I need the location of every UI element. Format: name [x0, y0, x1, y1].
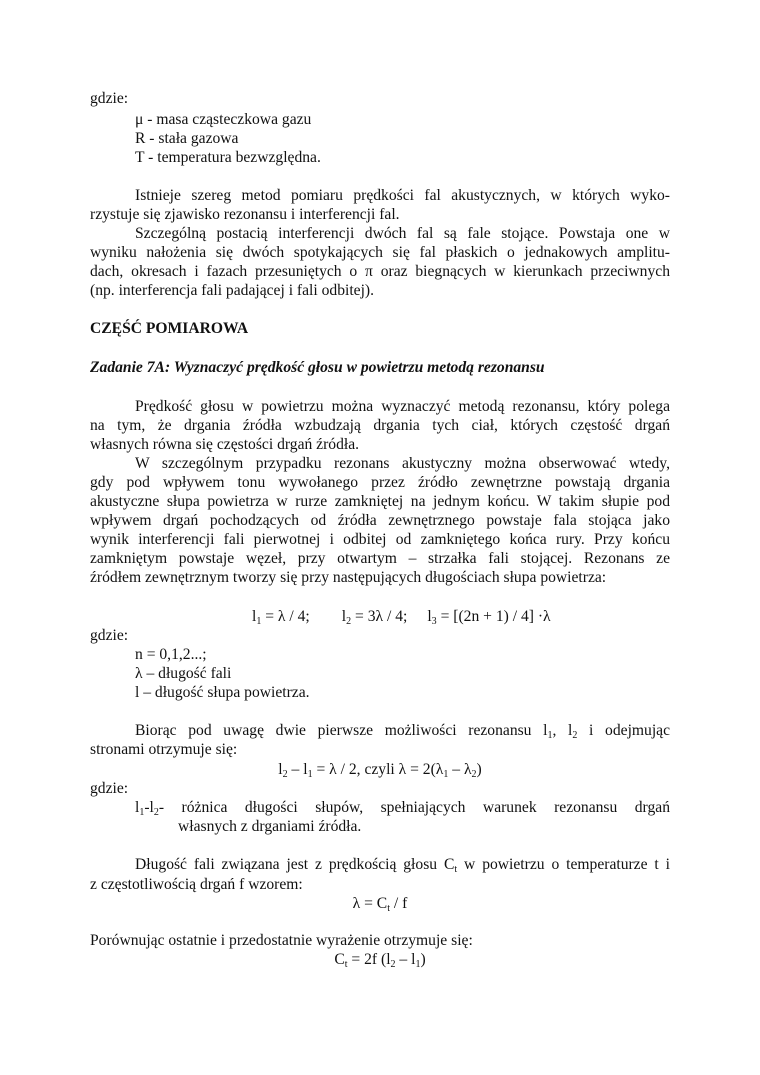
paragraph-line: dach, okresach i fazach przesuniętych o π oraz biegnących w kierunkach przeciwnych	[90, 263, 670, 280]
text-line: T - temperatura bezwzględna.	[135, 149, 321, 166]
formula-wavelength-difference: $l_2 - l_1 = \lambda / 2$, czyli $\lambda = 2(\lambda_1 - \lambda_2)$	[278, 761, 482, 780]
paragraph-line: na tym, że drgania źródła wzbudzają drgania tych ciał, których częstość drgań	[90, 417, 670, 434]
paragraph-line: Porównując ostatnie i przedostatnie wyrażenie otrzymuje się:	[90, 932, 473, 949]
definition-line: własnych z drganiami źródła.	[178, 818, 362, 835]
text-line: gdzie:	[90, 780, 129, 797]
text-line: R - stała gazowa	[135, 130, 239, 147]
paragraph-line: wpływem drgań pochodzących od źródła zewnętrznego powstaje fala stojąca jako	[90, 512, 670, 529]
text-line: l – długość słupa powietrza.	[135, 684, 310, 701]
paragraph-line: zamkniętym powstaje węzeł, przy otwartym – strzałka fali stojącej. Rezonans ze	[90, 550, 670, 567]
paragraph-line: stronami otrzymuje się:	[90, 741, 238, 758]
paragraph-line: źródłem zewnętrznym tworzy się przy następujących długościach słupa powietrza:	[90, 569, 607, 586]
text-line: λ – długość fali	[135, 665, 232, 682]
definition-line: $l_1-l_2-$ różnica długości słupów, spełniających warunek rezonansu drgań	[135, 799, 670, 818]
formula-wavelength: $\lambda = C_t / f$	[352, 895, 408, 914]
paragraph-line: akustyczne słupa powietrza w rurze zamkniętej na jednym końcu. W takim słupie pod	[90, 493, 670, 510]
paragraph-line: gdy pod wpływem tonu wywołanego przez źródło zewnętrzne powstają drgania	[90, 474, 670, 491]
paragraph-line: wyniku nałożenia się dwóch spotykających się fal płaskich o jednakowych amplitu-	[90, 244, 670, 261]
paragraph-line: rzystuje się zjawisko rezonansu i interferencji fal.	[90, 206, 400, 223]
text-line: n = 0,1,2...;	[135, 646, 207, 663]
text-line: gdzie:	[90, 90, 129, 107]
formula-resonance-lengths: $l_1 = \lambda / 4$; $l_2 = 3\lambda / 4$; $l_3 = [(2n + 1) / 4] \cdot\lambda$	[252, 608, 551, 627]
paragraph-line: wynik interferencji fali pierwotnej i odbitej od zamkniętego końca rury. Przy końcu	[90, 531, 670, 548]
paragraph-line: (np. interferencja fali padającej i fali odbitej).	[90, 282, 375, 299]
section-heading: CZĘŚĆ POMIAROWA	[90, 320, 249, 337]
paragraph-line: W szczególnym przypadku rezonans akustyczny można obserwować wtedy,	[135, 455, 670, 472]
paragraph-line: Biorąc pod uwagę dwie pierwsze możliwości rezonansu $l_1$, $l_2$ i odejmując	[135, 722, 671, 741]
paragraph-line: Prędkość głosu w powietrzu można wyznaczyć metodą rezonansu, który polega	[135, 398, 670, 415]
paragraph-line: własnych równa się częstości drgań źródła.	[90, 436, 360, 453]
paragraph-line: Długość fali związana jest z prędkością głosu $C_t$ w powietrzu o temperaturze t i	[135, 856, 670, 875]
task-title: Zadanie 7A: Wyznaczyć prędkość głosu w powietrzu metodą rezonansu	[90, 359, 545, 376]
text-line: gdzie:	[90, 627, 129, 644]
formula-speed-of-sound: $C_t = 2f$ $(l_2 - l_1)$	[334, 951, 426, 970]
text-line: μ - masa cząsteczkowa gazu	[135, 111, 312, 128]
paragraph-line: z częstotliwością drgań f wzorem:	[90, 876, 303, 893]
paragraph-line: Szczególną postacią interferencji dwóch fal są fale stojące. Powstaja one w	[135, 225, 670, 242]
paragraph-line: Istnieje szereg metod pomiaru prędkości fal akustycznych, w których wyko-	[135, 187, 670, 204]
